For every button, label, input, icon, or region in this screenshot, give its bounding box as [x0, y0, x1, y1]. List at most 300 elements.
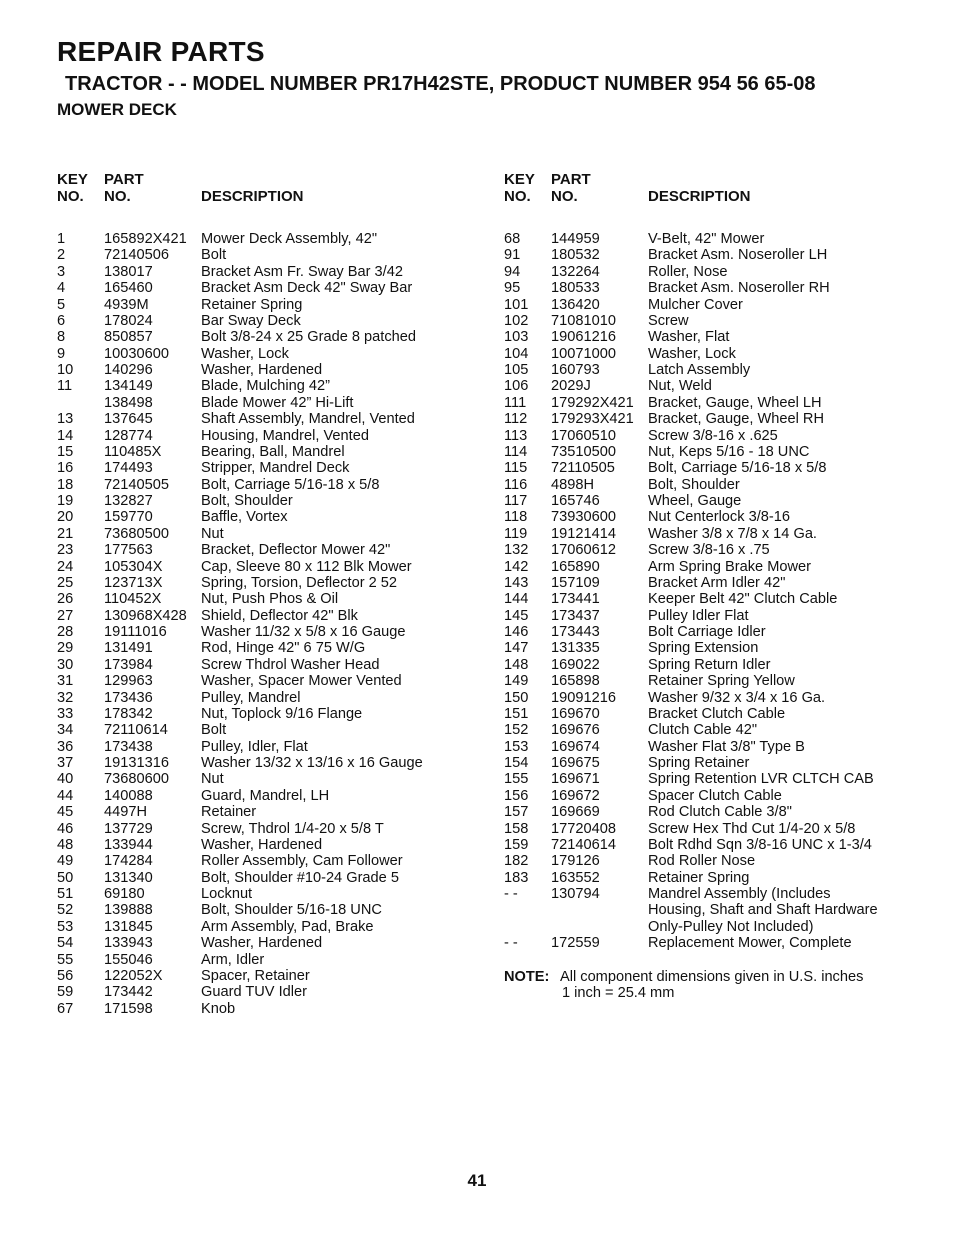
- key-no: 6: [57, 312, 66, 329]
- part-description: Washer 3/8 x 7/8 x 14 Ga.: [648, 525, 817, 542]
- part-description: Keeper Belt 42" Clutch Cable: [648, 591, 838, 608]
- part-no: 131340: [104, 869, 153, 886]
- key-no: 102: [504, 312, 529, 329]
- key-no: 18: [57, 476, 74, 493]
- model-subtitle: TRACTOR - - MODEL NUMBER PR17H42STE, PRODUCT NUMBER 954 56 65-08: [65, 73, 816, 95]
- key-no: 118: [504, 509, 528, 526]
- part-no: 10030600: [104, 345, 169, 362]
- parts-row: [504, 460, 924, 476]
- page-title: REPAIR PARTS: [57, 36, 265, 67]
- description-header: DESCRIPTION: [648, 188, 751, 205]
- part-no: 173984: [104, 656, 153, 673]
- parts-row: [57, 395, 477, 411]
- parts-row: [57, 1001, 477, 1017]
- key-no: 5: [57, 296, 66, 313]
- parts-row: [57, 231, 477, 247]
- parts-row: [57, 952, 477, 968]
- key-no: 68: [504, 231, 521, 247]
- column-header: [504, 171, 924, 231]
- key-no: 111: [504, 394, 527, 411]
- part-no: 4497H: [104, 804, 148, 821]
- part-no: 123713X: [104, 574, 163, 591]
- part-description: Rod, Hinge 42" 6 75 W/G: [201, 640, 366, 657]
- part-no: 110452X: [104, 591, 162, 608]
- part-no: 17060612: [551, 542, 616, 559]
- parts-row: [504, 771, 924, 787]
- parts-row: [57, 264, 477, 280]
- part-no: 165460: [104, 280, 153, 297]
- part-no: 137729: [104, 820, 153, 837]
- part-no: 850857: [104, 329, 153, 346]
- parts-row: [57, 542, 477, 558]
- key-no: 2: [57, 247, 66, 264]
- part-no-header: PART NO.: [551, 171, 591, 205]
- parts-row: [504, 804, 924, 820]
- parts-row: [57, 788, 477, 804]
- key-no: 36: [57, 738, 74, 755]
- key-no: 158: [504, 820, 529, 837]
- key-no: 55: [57, 951, 74, 968]
- key-no: 19: [57, 493, 74, 509]
- part-no: 19091216: [551, 689, 616, 706]
- part-no: 19111016: [104, 624, 167, 640]
- key-no: 104: [504, 345, 529, 362]
- part-no: 160793: [551, 362, 600, 378]
- part-no: 131491: [104, 640, 153, 657]
- part-no: 169672: [551, 787, 600, 804]
- part-description: Bracket, Gauge, Wheel RH: [648, 411, 825, 428]
- parts-row: [504, 722, 924, 738]
- part-description: Spring Return Idler: [648, 656, 771, 673]
- key-no: 15: [57, 443, 74, 460]
- key-no: 159: [504, 836, 529, 853]
- part-no: 128774: [104, 427, 153, 444]
- parts-row: [504, 706, 924, 722]
- part-description: Blade, Mulching 42”: [201, 378, 330, 395]
- part-no: 169671: [551, 771, 600, 788]
- parts-row: [57, 968, 477, 984]
- part-description: Nut, Push Phos & Oil: [201, 591, 339, 608]
- key-no: 115: [504, 460, 528, 477]
- parts-row: [57, 493, 477, 509]
- part-description: Nut: [201, 771, 224, 788]
- part-no: 174284: [104, 853, 153, 870]
- parts-row: [57, 362, 477, 378]
- part-no: 178342: [104, 705, 153, 722]
- part-no: 136420: [551, 296, 600, 313]
- key-no: 151: [504, 705, 529, 722]
- key-no: 154: [504, 755, 529, 771]
- parts-row: [57, 837, 477, 853]
- parts-row: [504, 477, 924, 493]
- parts-row: [57, 821, 477, 837]
- part-description: Washer 9/32 x 3/4 x 16 Ga.: [648, 689, 826, 706]
- parts-row: [504, 559, 924, 575]
- part-no: 140088: [104, 787, 153, 804]
- part-description: Knob: [201, 1000, 236, 1017]
- parts-row: [504, 493, 924, 509]
- key-no: - -: [504, 886, 518, 902]
- part-no: 19121414: [551, 525, 616, 542]
- part-description: Washer, Hardened: [201, 935, 323, 952]
- key-no: 117: [504, 493, 528, 509]
- parts-row: [57, 329, 477, 345]
- part-description: Nut, Keps 5/16 - 18 UNC: [648, 443, 810, 460]
- part-no: 165890: [551, 558, 600, 575]
- part-no: 165892X421: [104, 231, 187, 247]
- part-description: Bracket Asm. Noseroller LH: [648, 247, 828, 264]
- part-description: Washer, Hardened: [201, 836, 323, 853]
- parts-row: [57, 755, 477, 771]
- part-description: Housing, Mandrel, Vented: [201, 427, 369, 444]
- key-no: 21: [57, 525, 74, 542]
- key-no: 106: [504, 378, 529, 395]
- part-no: 133943: [104, 935, 153, 952]
- part-no: 165746: [551, 493, 600, 509]
- parts-row: [57, 902, 477, 918]
- part-no: 179293X421: [551, 411, 634, 428]
- key-no: 49: [57, 853, 74, 870]
- part-no: 132827: [104, 493, 153, 509]
- parts-row: [57, 509, 477, 525]
- key-no: 56: [57, 967, 74, 984]
- part-no: 171598: [104, 1000, 153, 1017]
- part-no: 131845: [104, 918, 153, 935]
- parts-row: [57, 428, 477, 444]
- part-no: 73510500: [551, 443, 616, 460]
- part-no: 69180: [104, 886, 145, 902]
- parts-row: [504, 886, 924, 902]
- part-no: 180532: [551, 247, 600, 264]
- key-no: 146: [504, 624, 529, 640]
- key-no: 33: [57, 705, 74, 722]
- part-description: Nut: [201, 525, 224, 542]
- key-no: 59: [57, 984, 74, 1001]
- key-no-header: KEY NO.: [504, 171, 535, 205]
- parts-row: [57, 559, 477, 575]
- part-description: Bracket, Deflector Mower 42": [201, 542, 391, 559]
- key-no: 3: [57, 263, 66, 280]
- part-description: Locknut: [201, 886, 253, 902]
- parts-row: [57, 411, 477, 427]
- part-description: Nut, Toplock 9/16 Flange: [201, 705, 363, 722]
- key-no: 51: [57, 886, 74, 902]
- part-description: Rod Roller Nose: [648, 853, 756, 870]
- part-no: 122052X: [104, 967, 163, 984]
- part-description: Washer 13/32 x 13/16 x 16 Gauge: [201, 755, 423, 771]
- key-no: 1: [57, 231, 66, 247]
- parts-row: [504, 542, 924, 558]
- part-no: 169670: [551, 705, 600, 722]
- key-no: 132: [504, 542, 529, 559]
- part-no: 73930600: [551, 509, 616, 526]
- key-no: 16: [57, 460, 74, 477]
- parts-row: [504, 690, 924, 706]
- parts-row: [57, 624, 477, 640]
- part-description: Washer, Spacer Mower Vented: [201, 673, 402, 690]
- key-no: 183: [504, 869, 529, 886]
- part-description: Bolt Rdhd Sqn 3/8-16 UNC x 1-3/4: [648, 836, 872, 853]
- part-description: Arm, Idler: [201, 951, 265, 968]
- key-no: 53: [57, 918, 74, 935]
- part-no: 130968X428: [104, 607, 187, 624]
- part-no: 173442: [104, 984, 153, 1001]
- parts-row: [504, 247, 924, 263]
- key-no: 103: [504, 329, 529, 346]
- key-no: 45: [57, 804, 74, 821]
- key-no: 27: [57, 607, 74, 624]
- part-description: Mower Deck Assembly, 42": [201, 231, 378, 247]
- part-description: Retainer Spring: [648, 869, 750, 886]
- parts-row: [504, 313, 924, 329]
- part-no: 173436: [104, 689, 153, 706]
- key-no: 156: [504, 787, 529, 804]
- note-label: NOTE:: [504, 968, 550, 985]
- part-description: Wheel, Gauge: [648, 493, 742, 509]
- part-no: 73680500: [104, 525, 169, 542]
- part-no: 159770: [104, 509, 153, 526]
- parts-row: [57, 722, 477, 738]
- part-no: 177563: [104, 542, 153, 559]
- parts-row: [504, 395, 924, 411]
- key-no: 153: [504, 738, 529, 755]
- key-no: 150: [504, 689, 529, 706]
- parts-row: [57, 935, 477, 951]
- key-no: 142: [504, 558, 529, 575]
- parts-row: [504, 902, 924, 918]
- part-description: Screw 3/8-16 x .75: [648, 542, 770, 559]
- part-description: Bracket Asm Deck 42" Sway Bar: [201, 280, 413, 297]
- part-description: Washer, Flat: [648, 329, 730, 346]
- part-no: 138017: [104, 263, 153, 280]
- parts-row: [504, 526, 924, 542]
- description-header: DESCRIPTION: [201, 188, 304, 205]
- parts-row: [504, 935, 924, 951]
- key-no: 94: [504, 263, 521, 280]
- key-no: 50: [57, 869, 74, 886]
- part-no-header: PART NO.: [104, 171, 144, 205]
- part-no: 179292X421: [551, 394, 634, 411]
- part-description: Bolt, Carriage 5/16-18 x 5/8: [648, 460, 827, 477]
- part-no: 173441: [551, 591, 600, 608]
- column-header: [57, 171, 477, 231]
- part-no: 140296: [104, 362, 153, 378]
- part-description: Roller Assembly, Cam Follower: [201, 853, 403, 870]
- part-description: Bolt, Carriage 5/16-18 x 5/8: [201, 476, 380, 493]
- parts-row: [504, 346, 924, 362]
- parts-row: [57, 526, 477, 542]
- note-conversion: 1 inch = 25.4 mm: [562, 984, 675, 1001]
- part-description: Housing, Shaft and Shaft Hardware: [648, 902, 878, 919]
- part-description: Washer, Lock: [648, 345, 736, 362]
- key-no: 13: [57, 411, 74, 428]
- part-description: Nut Centerlock 3/8-16: [648, 509, 790, 526]
- key-no: 157: [504, 804, 529, 821]
- part-description: Guard TUV Idler: [201, 984, 307, 1001]
- key-no: 54: [57, 935, 74, 952]
- parts-row: [504, 919, 924, 935]
- parts-row: [57, 280, 477, 296]
- parts-row: [504, 264, 924, 280]
- part-description: Replacement Mower, Complete: [648, 935, 852, 952]
- parts-row: [504, 297, 924, 313]
- key-no: 52: [57, 902, 74, 919]
- part-no: 169676: [551, 722, 600, 739]
- parts-row: [57, 706, 477, 722]
- parts-row: [57, 477, 477, 493]
- parts-row: [57, 591, 477, 607]
- parts-row: [57, 575, 477, 591]
- part-no: 71081010: [551, 312, 616, 329]
- part-no: 4898H: [551, 476, 595, 493]
- part-description: Spring Retention LVR CLTCH CAB: [648, 771, 874, 788]
- parts-row: [57, 657, 477, 673]
- part-no: 155046: [104, 951, 153, 968]
- part-description: Bearing, Ball, Mandrel: [201, 443, 345, 460]
- part-description: Washer, Hardened: [201, 362, 323, 378]
- key-no: 147: [504, 640, 529, 657]
- part-description: Spring Extension: [648, 640, 759, 657]
- part-description: Shaft Assembly, Mandrel, Vented: [201, 411, 415, 428]
- part-description: Bracket Clutch Cable: [648, 705, 786, 722]
- part-description: Pulley, Mandrel: [201, 689, 301, 706]
- part-no: 157109: [551, 574, 600, 591]
- part-description: Washer Flat 3/8" Type B: [648, 738, 805, 755]
- key-no: 95: [504, 280, 521, 297]
- part-description: Washer, Lock: [201, 345, 289, 362]
- part-description: Screw Hex Thd Cut 1/4-20 x 5/8: [648, 820, 856, 837]
- part-description: Screw 3/8-16 x .625: [648, 427, 778, 444]
- part-description: Clutch Cable 42": [648, 722, 758, 739]
- parts-row: [57, 919, 477, 935]
- part-description: Pulley, Idler, Flat: [201, 738, 308, 755]
- key-no: 155: [504, 771, 529, 788]
- part-no: 173438: [104, 738, 153, 755]
- key-no: 29: [57, 640, 74, 657]
- parts-column-right: [504, 171, 924, 1001]
- parts-row: [504, 608, 924, 624]
- part-description: Rod Clutch Cable 3/8": [648, 804, 792, 821]
- parts-row: [504, 624, 924, 640]
- part-description: V-Belt, 42" Mower: [648, 231, 765, 247]
- part-description: Bracket Asm Fr. Sway Bar 3/42: [201, 263, 403, 280]
- parts-row: [504, 329, 924, 345]
- parts-row: [504, 739, 924, 755]
- key-no: 10: [57, 362, 74, 378]
- part-description: Screw: [648, 312, 689, 329]
- key-no: 20: [57, 509, 74, 526]
- part-no: 174493: [104, 460, 153, 477]
- parts-row: [504, 231, 924, 247]
- key-no: 25: [57, 574, 74, 591]
- parts-row: [57, 984, 477, 1000]
- part-no: 169674: [551, 738, 600, 755]
- key-no: 149: [504, 673, 529, 690]
- parts-row: [57, 673, 477, 689]
- parts-row: [504, 755, 924, 771]
- key-no: 114: [504, 443, 528, 460]
- parts-row: [57, 804, 477, 820]
- parts-row: [504, 444, 924, 460]
- parts-row: [57, 378, 477, 394]
- part-no: 73680600: [104, 771, 169, 788]
- parts-column-left: [57, 171, 477, 1017]
- key-no-header: KEY NO.: [57, 171, 88, 205]
- parts-row: [504, 411, 924, 427]
- key-no: 112: [504, 411, 528, 428]
- parts-row: [57, 460, 477, 476]
- parts-row: [57, 640, 477, 656]
- part-no: 169022: [551, 656, 600, 673]
- part-description: Mandrel Assembly (Includes: [648, 886, 831, 902]
- part-no: 72140506: [104, 247, 169, 264]
- part-description: Guard, Mandrel, LH: [201, 787, 330, 804]
- part-no: 131335: [551, 640, 600, 657]
- key-no: 182: [504, 853, 529, 870]
- part-description: Mulcher Cover: [648, 296, 743, 313]
- part-description: Bracket Asm. Noseroller RH: [648, 280, 830, 297]
- part-no: 130794: [551, 886, 600, 902]
- part-description: Bracket, Gauge, Wheel LH: [648, 394, 822, 411]
- page-number: 41: [467, 1171, 487, 1190]
- part-description: Bolt Carriage Idler: [648, 624, 766, 640]
- parts-row: [57, 870, 477, 886]
- key-no: 67: [57, 1000, 74, 1017]
- part-no: 4939M: [104, 296, 149, 313]
- part-no: 180533: [551, 280, 600, 297]
- key-no: 32: [57, 689, 74, 706]
- part-no: 19131316: [104, 755, 169, 771]
- part-description: Baffle, Vortex: [201, 509, 288, 526]
- part-description: Bolt, Shoulder: [201, 493, 293, 509]
- key-no: 91: [504, 247, 521, 264]
- key-no: 105: [504, 362, 529, 378]
- parts-row: [57, 313, 477, 329]
- part-no: 17720408: [551, 820, 616, 837]
- parts-row: [504, 509, 924, 525]
- parts-row: [504, 837, 924, 853]
- part-no: 10071000: [551, 345, 616, 362]
- part-description: Spacer, Retainer: [201, 967, 310, 984]
- part-no: 133944: [104, 836, 153, 853]
- part-description: Stripper, Mandrel Deck: [201, 460, 350, 477]
- key-no: 144: [504, 591, 529, 608]
- key-no: - -: [504, 935, 518, 952]
- parts-row: [504, 853, 924, 869]
- parts-row: [57, 853, 477, 869]
- part-description: Retainer Spring Yellow: [648, 673, 795, 690]
- parts-row: [57, 444, 477, 460]
- key-no: 31: [57, 673, 74, 690]
- parts-row: [504, 640, 924, 656]
- part-description: Screw, Thdrol 1/4-20 x 5/8 T: [201, 820, 384, 837]
- part-no: 139888: [104, 902, 153, 919]
- part-description: Bar Sway Deck: [201, 312, 301, 329]
- parts-row: [57, 886, 477, 902]
- part-description: Nut, Weld: [648, 378, 712, 395]
- key-no: 34: [57, 722, 74, 739]
- part-description: Latch Assembly: [648, 362, 751, 378]
- part-description: Bolt: [201, 722, 227, 739]
- key-no: 11: [57, 378, 73, 395]
- part-description: Roller, Nose: [648, 263, 728, 280]
- key-no: 28: [57, 624, 74, 640]
- parts-row: [504, 673, 924, 689]
- part-description: Screw Thdrol Washer Head: [201, 656, 380, 673]
- parts-row: [504, 591, 924, 607]
- key-no: 148: [504, 656, 529, 673]
- key-no: 101: [504, 296, 529, 313]
